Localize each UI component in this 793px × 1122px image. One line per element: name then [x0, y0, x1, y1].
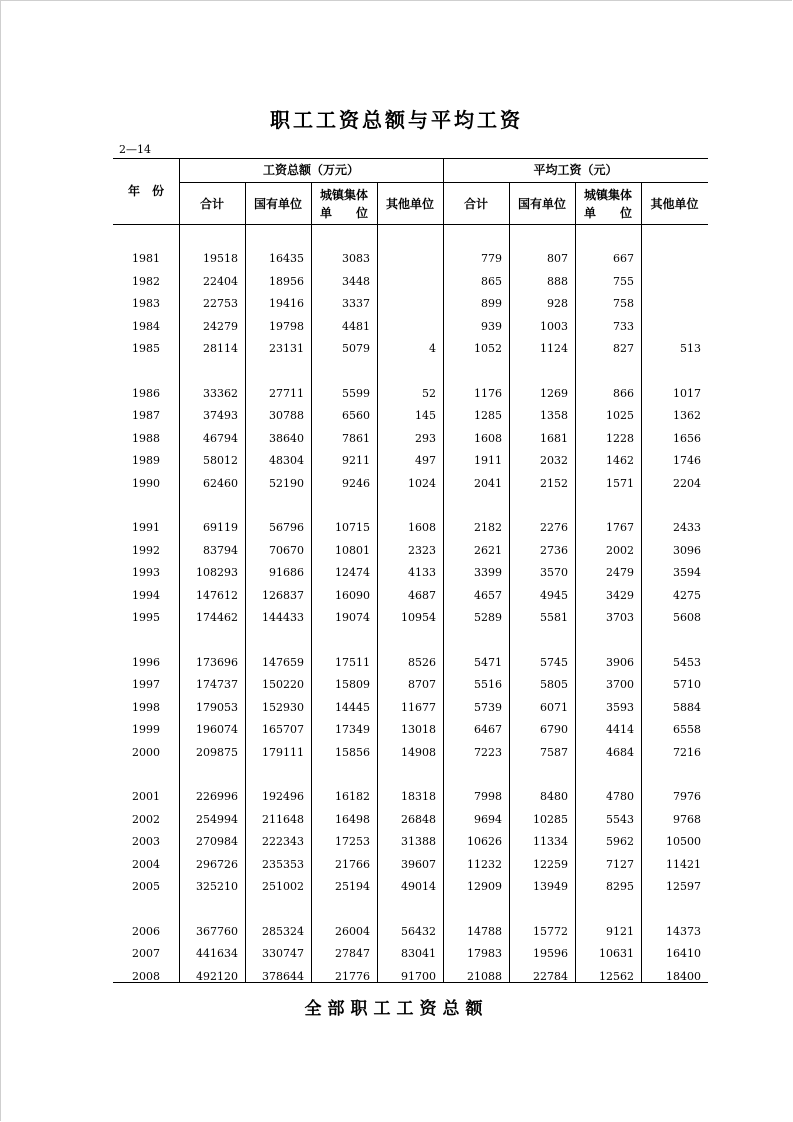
- cell-avg-other: [639, 320, 701, 334]
- cell-avg-sum: 14788: [467, 924, 502, 938]
- cell-total-sum: 254994: [196, 812, 238, 826]
- cell-avg-other: 5884: [673, 700, 701, 714]
- cell-total-sum: 325210: [196, 880, 238, 893]
- cell-avg-other: 4275: [673, 588, 701, 602]
- cell-avg-sum: 3399: [474, 566, 502, 579]
- cell-year: 1997: [132, 678, 160, 691]
- cell-total-state: 18956: [269, 274, 304, 288]
- cell-total-other: 4133: [408, 566, 436, 579]
- cell-total-collective: 17349: [335, 723, 370, 736]
- cell-total-state: 330747: [262, 947, 304, 960]
- cell-avg-state: 5805: [540, 678, 568, 691]
- cell-total-sum: 108293: [196, 566, 238, 579]
- cell-avg-sum: 21088: [467, 969, 502, 983]
- cell-avg-collective: 3700: [606, 678, 634, 691]
- cell-total-state: 152930: [262, 700, 304, 714]
- cell-total-state: 48304: [269, 454, 304, 467]
- cell-total-collective: 16498: [335, 812, 370, 826]
- cell-total-other: 14908: [401, 745, 436, 759]
- cell-total-other: 83041: [401, 947, 436, 960]
- cell-total-state: 192496: [262, 790, 304, 803]
- cell-avg-other: 1746: [673, 454, 701, 467]
- cell-total-state: 378644: [262, 969, 304, 983]
- header-avg-collective-sub: 单 位: [583, 206, 632, 220]
- cell-avg-collective: 758: [613, 297, 634, 310]
- cell-avg-other: [639, 275, 701, 289]
- cell-avg-collective: 3906: [606, 655, 634, 669]
- cell-total-other: 8526: [408, 655, 436, 669]
- cell-total-other: 49014: [401, 880, 436, 893]
- cell-avg-other: 2204: [673, 476, 701, 490]
- cell-total-state: 251002: [262, 880, 304, 893]
- cell-total-collective: 17511: [335, 655, 370, 669]
- cell-total-state: 16435: [269, 252, 304, 265]
- cell-avg-other: 1362: [673, 409, 701, 422]
- cell-avg-other: 1656: [673, 431, 701, 445]
- cell-avg-state: 2276: [540, 521, 568, 534]
- table-top-rule: [113, 158, 708, 159]
- cell-total-collective: 12474: [335, 566, 370, 579]
- cell-year: 1999: [132, 723, 160, 736]
- cell-avg-collective: 2002: [606, 543, 634, 557]
- cell-avg-other: 11421: [666, 857, 701, 871]
- cell-total-collective: 16090: [335, 588, 370, 602]
- cell-total-collective: 27847: [335, 947, 370, 960]
- cell-avg-other: 3594: [673, 566, 701, 579]
- cell-total-other: 31388: [401, 835, 436, 848]
- cell-year: 1983: [132, 297, 160, 310]
- cell-year: 2003: [132, 835, 160, 848]
- cell-avg-collective: 1025: [606, 409, 634, 422]
- cell-total-other: [374, 252, 436, 266]
- cell-total-sum: 37493: [203, 409, 238, 422]
- cell-year: 1987: [132, 409, 160, 422]
- cell-total-sum: 196074: [196, 723, 238, 736]
- cell-avg-state: 1124: [540, 342, 568, 355]
- cell-total-collective: 17253: [335, 835, 370, 848]
- cell-year: 2004: [132, 857, 160, 871]
- cell-total-other: 1024: [408, 476, 436, 490]
- cell-avg-state: 2032: [540, 454, 568, 467]
- cell-avg-collective: 12562: [599, 969, 634, 983]
- cell-total-other: 293: [415, 431, 436, 445]
- cell-total-collective: 15809: [335, 678, 370, 691]
- cell-total-collective: 5599: [342, 386, 370, 400]
- cell-total-state: 144433: [262, 611, 304, 624]
- cell-total-state: 147659: [262, 655, 304, 669]
- cell-avg-collective: 4414: [606, 723, 634, 736]
- cell-total-state: 30788: [269, 409, 304, 422]
- cell-avg-state: 5745: [540, 655, 568, 669]
- cell-total-state: 179111: [262, 745, 304, 759]
- header-total-state: 国有单位: [253, 197, 302, 211]
- cell-avg-other: 9768: [673, 812, 701, 826]
- cell-year: 1990: [132, 476, 160, 490]
- cell-total-state: 23131: [269, 342, 304, 355]
- cell-total-collective: 4481: [342, 319, 370, 333]
- cell-avg-collective: 1767: [606, 521, 634, 534]
- cell-avg-other: 2433: [673, 521, 701, 534]
- cell-avg-collective: 3703: [606, 611, 634, 624]
- cell-avg-state: 6071: [540, 700, 568, 714]
- cell-total-sum: 147612: [196, 588, 238, 602]
- cell-total-sum: 226996: [196, 790, 238, 803]
- cell-total-other: 56432: [401, 924, 436, 938]
- cell-avg-state: 19596: [533, 947, 568, 960]
- cell-avg-state: 3570: [540, 566, 568, 579]
- cell-avg-state: 2736: [540, 543, 568, 557]
- cell-avg-other: 5453: [673, 655, 701, 669]
- cell-avg-collective: 9121: [606, 924, 634, 938]
- cell-avg-state: 13949: [533, 880, 568, 893]
- cell-avg-collective: 3593: [606, 700, 634, 714]
- cell-total-other: [374, 320, 436, 334]
- cell-avg-state: 1269: [540, 386, 568, 400]
- header-total-collective-sub: 单 位: [319, 206, 368, 220]
- cell-total-other: 4: [429, 342, 436, 355]
- cell-total-state: 211648: [262, 812, 304, 826]
- cell-total-sum: 441634: [196, 947, 238, 960]
- cell-total-other: 4687: [408, 588, 436, 602]
- cell-year: 1988: [132, 431, 160, 445]
- cell-avg-sum: 865: [481, 274, 502, 288]
- cell-avg-collective: 827: [613, 342, 634, 355]
- cell-total-state: 126837: [262, 588, 304, 602]
- cell-avg-sum: 11232: [467, 857, 502, 871]
- cell-total-other: 11677: [401, 700, 436, 714]
- cell-total-sum: 270984: [196, 835, 238, 848]
- cell-avg-collective: 3429: [606, 588, 634, 602]
- cell-avg-other: 16410: [666, 947, 701, 960]
- cell-avg-sum: 7998: [474, 790, 502, 803]
- cell-total-state: 285324: [262, 924, 304, 938]
- cell-avg-state: 1681: [540, 431, 568, 445]
- cell-total-other: 26848: [401, 812, 436, 826]
- cell-avg-state: 1358: [540, 409, 568, 422]
- cell-total-state: 150220: [262, 678, 304, 691]
- cell-total-other: [374, 297, 436, 311]
- cell-total-collective: 3337: [342, 297, 370, 310]
- cell-avg-sum: 5516: [474, 678, 502, 691]
- cell-avg-collective: 755: [613, 274, 634, 288]
- header-total-other: 其他单位: [385, 197, 434, 211]
- cell-total-state: 19416: [269, 297, 304, 310]
- cell-avg-collective: 1228: [606, 431, 634, 445]
- cell-avg-sum: 6467: [474, 723, 502, 736]
- cell-total-state: 235353: [262, 857, 304, 871]
- cell-avg-sum: 5471: [474, 655, 502, 669]
- cell-year: 1994: [132, 588, 160, 602]
- cell-total-sum: 174462: [196, 611, 238, 624]
- cell-total-sum: 69119: [203, 521, 238, 534]
- page-title: 职工工资总额与平均工资: [270, 108, 523, 132]
- cell-avg-other: 7216: [673, 745, 701, 759]
- header-year: 年 份: [127, 184, 164, 198]
- cell-avg-state: 8480: [540, 790, 568, 803]
- cell-avg-sum: 7223: [474, 745, 502, 759]
- header-group-average: 平均工资（元）: [533, 163, 618, 177]
- cell-avg-sum: 1176: [474, 386, 502, 400]
- cell-total-state: 222343: [262, 835, 304, 848]
- cell-avg-state: 888: [547, 274, 568, 288]
- cell-year: 2002: [132, 812, 160, 826]
- cell-total-collective: 9246: [342, 476, 370, 490]
- cell-total-other: 497: [415, 454, 436, 467]
- cell-year: 1992: [132, 543, 160, 557]
- cell-avg-sum: 1285: [474, 409, 502, 422]
- cell-avg-state: 22784: [533, 969, 568, 983]
- cell-avg-collective: 4684: [606, 745, 634, 759]
- cell-avg-collective: 1462: [606, 454, 634, 467]
- cell-total-sum: 22753: [203, 297, 238, 310]
- cell-total-state: 165707: [262, 723, 304, 736]
- cell-total-other: 1608: [408, 521, 436, 534]
- cell-year: 1985: [132, 342, 160, 355]
- cell-total-sum: 173696: [196, 655, 238, 669]
- cell-total-sum: 492120: [196, 969, 238, 983]
- cell-total-collective: 5079: [342, 342, 370, 355]
- cell-total-state: 70670: [269, 543, 304, 557]
- cell-total-collective: 14445: [335, 700, 370, 714]
- cell-avg-collective: 7127: [606, 857, 634, 871]
- cell-total-sum: 33362: [203, 386, 238, 400]
- cell-total-state: 19798: [269, 319, 304, 333]
- cell-total-collective: 6560: [342, 409, 370, 422]
- cell-total-collective: 21766: [335, 857, 370, 871]
- cell-avg-state: 5581: [540, 611, 568, 624]
- cell-total-other: 145: [415, 409, 436, 422]
- cell-avg-sum: 10626: [467, 835, 502, 848]
- cell-avg-other: 5608: [673, 611, 701, 624]
- cell-avg-sum: 9694: [474, 812, 502, 826]
- cell-avg-state: 7587: [540, 745, 568, 759]
- cell-avg-collective: 4780: [606, 790, 634, 803]
- cell-avg-sum: 779: [481, 252, 502, 265]
- header-group-total: 工资总额（万元）: [262, 163, 359, 177]
- header-total-sum: 合计: [199, 197, 224, 211]
- cell-avg-state: 1003: [540, 319, 568, 333]
- cell-avg-sum: 4657: [474, 588, 502, 602]
- header-avg-collective: 城镇集体: [583, 188, 632, 202]
- cell-avg-other: 12597: [666, 880, 701, 893]
- cell-avg-collective: 1571: [606, 476, 634, 490]
- cell-avg-collective: 5543: [606, 812, 634, 826]
- cell-total-sum: 22404: [203, 274, 238, 288]
- cell-avg-state: 12259: [533, 857, 568, 871]
- cell-total-other: 10954: [401, 611, 436, 624]
- cell-year: 1986: [132, 386, 160, 400]
- cell-total-other: 8707: [408, 678, 436, 691]
- header-bottom-rule: [113, 224, 708, 225]
- cell-total-sum: 24279: [203, 319, 238, 333]
- cell-avg-sum: 5289: [474, 611, 502, 624]
- header-avg-other: 其他单位: [650, 197, 699, 211]
- cell-avg-sum: 1052: [474, 342, 502, 355]
- cell-avg-sum: 1911: [474, 454, 502, 467]
- cell-avg-sum: 17983: [467, 947, 502, 960]
- cell-total-sum: 28114: [203, 342, 238, 355]
- cell-total-collective: 25194: [335, 880, 370, 893]
- cell-year: 1993: [132, 566, 160, 579]
- cell-total-collective: 26004: [335, 924, 370, 938]
- cell-avg-other: [639, 297, 701, 311]
- cell-total-state: 38640: [269, 431, 304, 445]
- cell-year: 2007: [132, 947, 160, 960]
- cell-total-sum: 174737: [196, 678, 238, 691]
- cell-avg-other: 5710: [673, 678, 701, 691]
- cell-avg-sum: 1608: [474, 431, 502, 445]
- header-total-collective: 城镇集体: [319, 188, 368, 202]
- cell-total-other: 18318: [401, 790, 436, 803]
- cell-total-other: [374, 275, 436, 289]
- cell-avg-other: 7976: [673, 790, 701, 803]
- cell-avg-sum: 899: [481, 297, 502, 310]
- cell-avg-collective: 10631: [599, 947, 634, 960]
- cell-avg-other: 14373: [666, 924, 701, 938]
- cell-avg-collective: 8295: [606, 880, 634, 893]
- cell-avg-collective: 5962: [606, 835, 634, 848]
- cell-avg-other: 3096: [673, 543, 701, 557]
- cell-total-other: 13018: [401, 723, 436, 736]
- cell-total-state: 91686: [269, 566, 304, 579]
- cell-total-collective: 15856: [335, 745, 370, 759]
- cell-total-sum: 367760: [196, 924, 238, 938]
- cell-avg-collective: 2479: [606, 566, 634, 579]
- cell-total-sum: 179053: [196, 700, 238, 714]
- cell-year: 1995: [132, 611, 160, 624]
- cell-total-collective: 19074: [335, 611, 370, 624]
- cell-avg-state: 807: [547, 252, 568, 265]
- cell-year: 1981: [132, 252, 160, 265]
- cell-total-other: 39607: [401, 857, 436, 871]
- cell-avg-sum: 5739: [474, 700, 502, 714]
- cell-total-sum: 209875: [196, 745, 238, 759]
- cell-total-other: 2323: [408, 543, 436, 557]
- cell-total-state: 27711: [269, 386, 304, 400]
- cell-total-other: 91700: [401, 969, 436, 983]
- cell-year: 1998: [132, 700, 160, 714]
- cell-year: 2000: [132, 745, 160, 759]
- cell-total-collective: 21776: [335, 969, 370, 983]
- cell-avg-other: 6558: [673, 723, 701, 736]
- cell-total-sum: 83794: [203, 543, 238, 557]
- cell-avg-state: 4945: [540, 588, 568, 602]
- footer-heading: 全部职工工资总额: [304, 999, 489, 1019]
- cell-avg-sum: 2182: [474, 521, 502, 534]
- cell-avg-state: 10285: [533, 812, 568, 826]
- cell-total-collective: 3083: [342, 252, 370, 265]
- cell-year: 1984: [132, 319, 160, 333]
- cell-total-state: 52190: [269, 476, 304, 490]
- cell-year: 1989: [132, 454, 160, 467]
- cell-avg-collective: 866: [613, 386, 634, 400]
- cell-avg-collective: 733: [613, 319, 634, 333]
- cell-avg-sum: 939: [481, 319, 502, 333]
- header-avg-state: 国有单位: [517, 197, 566, 211]
- cell-avg-sum: 2041: [474, 476, 502, 490]
- cell-total-sum: 62460: [203, 476, 238, 490]
- cell-total-collective: 9211: [342, 454, 370, 467]
- cell-avg-state: 2152: [540, 476, 568, 490]
- cell-year: 2008: [132, 969, 160, 983]
- cell-avg-sum: 12909: [467, 880, 502, 893]
- cell-avg-collective: 667: [613, 252, 634, 265]
- cell-total-sum: 19518: [203, 252, 238, 265]
- cell-total-collective: 3448: [342, 274, 370, 288]
- cell-total-collective: 16182: [335, 790, 370, 803]
- cell-total-sum: 46794: [203, 431, 238, 445]
- cell-total-collective: 10801: [335, 543, 370, 557]
- header-avg-sum: 合计: [463, 197, 488, 211]
- cell-year: 2006: [132, 924, 160, 938]
- cell-total-collective: 7861: [342, 431, 370, 445]
- cell-total-collective: 10715: [335, 521, 370, 534]
- cell-total-state: 56796: [269, 521, 304, 534]
- cell-year: 2001: [132, 790, 160, 803]
- cell-year: 1982: [132, 274, 160, 288]
- cell-avg-other: 1017: [673, 386, 701, 400]
- cell-avg-other: 10500: [666, 835, 701, 848]
- cell-year: 1991: [132, 521, 160, 534]
- cell-total-sum: 58012: [203, 454, 238, 467]
- cell-avg-state: 15772: [533, 924, 568, 938]
- cell-avg-state: 928: [547, 297, 568, 310]
- cell-total-other: 52: [422, 386, 436, 400]
- cell-year: 1996: [132, 655, 160, 669]
- table-number: 2—14: [119, 143, 151, 156]
- cell-avg-state: 6790: [540, 723, 568, 736]
- cell-avg-sum: 2621: [474, 543, 502, 557]
- cell-year: 2005: [132, 880, 160, 893]
- cell-avg-other: 513: [680, 342, 701, 355]
- cell-total-sum: 296726: [196, 857, 238, 871]
- cell-avg-state: 11334: [533, 835, 568, 848]
- cell-avg-other: [639, 252, 701, 266]
- cell-avg-other: 18400: [666, 969, 701, 983]
